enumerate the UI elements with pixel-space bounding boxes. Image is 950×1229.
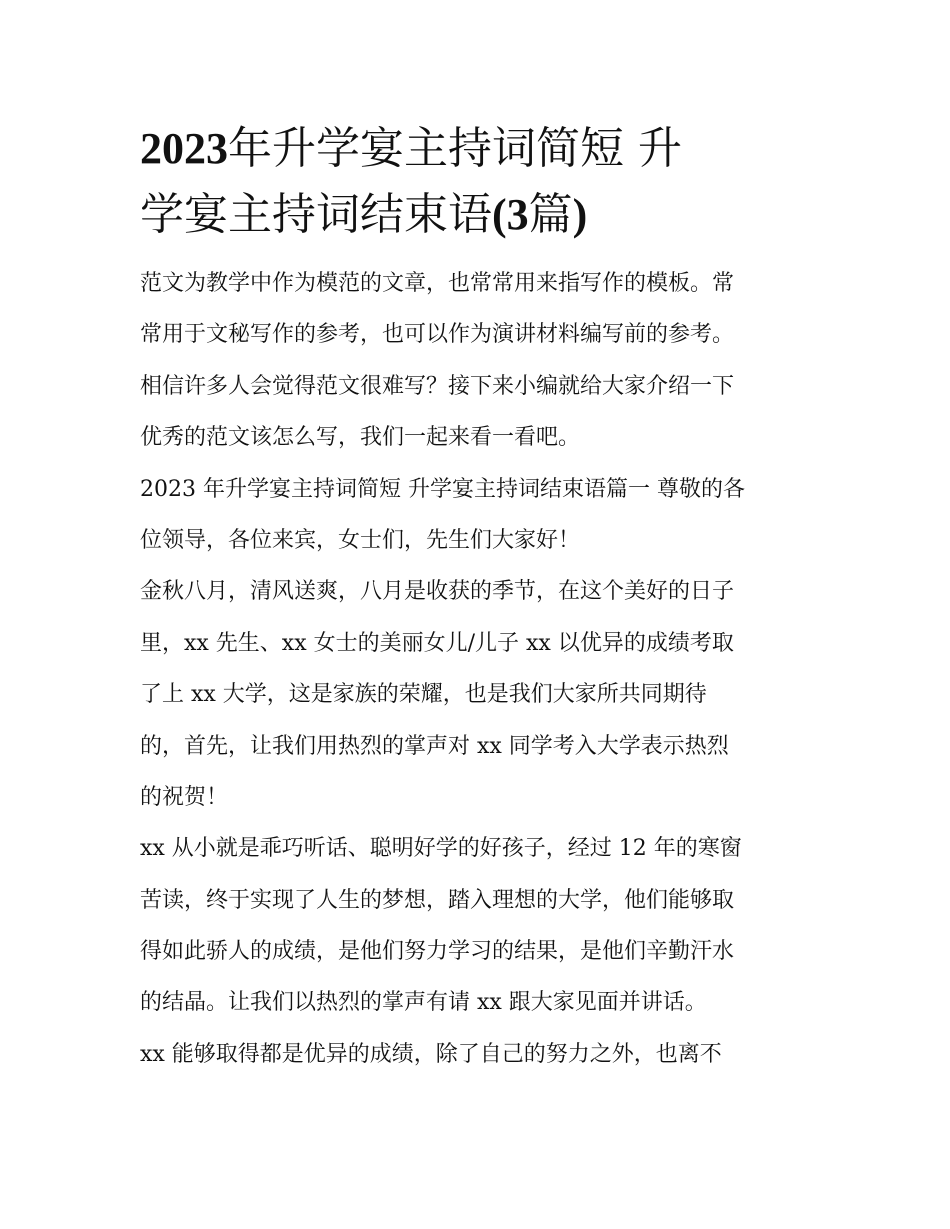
document-body xyxy=(140,258,820,1080)
document-title xyxy=(140,116,820,248)
title-line-2 xyxy=(140,182,820,248)
body-line: 2023 年升学宴主持词简短 升学宴主持词结束语篇一 尊敬的各 xyxy=(140,476,745,502)
body-line: xx 能够取得都是优异的成绩，除了自己的努力之外，也离不 xyxy=(140,1041,722,1067)
body-line: 了上 xx 大学，这是家族的荣耀，也是我们大家所共同期待 xyxy=(140,682,707,708)
body-line: 的结晶。让我们以热烈的掌声有请 xx 跟大家见面并讲话。 xyxy=(140,990,707,1016)
body-line: 优秀的范文该怎么写，我们一起来看一看吧。 xyxy=(140,425,581,451)
body-line: 的祝贺！ xyxy=(140,784,229,810)
title-line-1-text: 年升学宴主持词简短 升 xyxy=(228,123,682,174)
title-line-1 xyxy=(140,116,820,182)
body-line: 的，首先，让我们用热烈的掌声对 xx 同学考入大学表示热烈 xyxy=(140,733,729,759)
body-line: xx 从小就是乖巧听话、聪明好学的好孩子，经过 12 年的寒窗 xyxy=(140,836,742,862)
title-count-unit: 篇 xyxy=(528,189,573,240)
body-line: 得如此骄人的成绩，是他们努力学习的结果，是他们辛勤汗水 xyxy=(140,939,735,965)
title-year: 2023 xyxy=(140,124,228,173)
body-line: 相信许多人会觉得范文很难写？接下来小编就给大家介绍一下 xyxy=(140,373,735,399)
title-count-open: (3 xyxy=(492,190,529,239)
body-line: 里，xx 先生、xx 女士的美丽女儿/儿子 xx 以优异的成绩考取 xyxy=(140,630,734,656)
body-line: 常用于文秘写作的参考，也可以作为演讲材料编写前的参考。 xyxy=(140,322,735,348)
body-line: 苦读，终于实现了人生的梦想，踏入理想的大学，他们能够取 xyxy=(140,887,735,913)
body-line: 范文为教学中作为模范的文章，也常常用来指写作的模板。常 xyxy=(140,271,735,296)
body-line: 金秋八月，清风送爽，八月是收获的季节，在这个美好的日子 xyxy=(140,579,735,605)
title-line-2-text: 学宴主持词结束语 xyxy=(140,189,492,240)
document-content xyxy=(140,116,820,1080)
body-line: 位领导，各位来宾，女士们，先生们大家好！ xyxy=(140,527,581,553)
title-count-close: ) xyxy=(572,190,588,239)
